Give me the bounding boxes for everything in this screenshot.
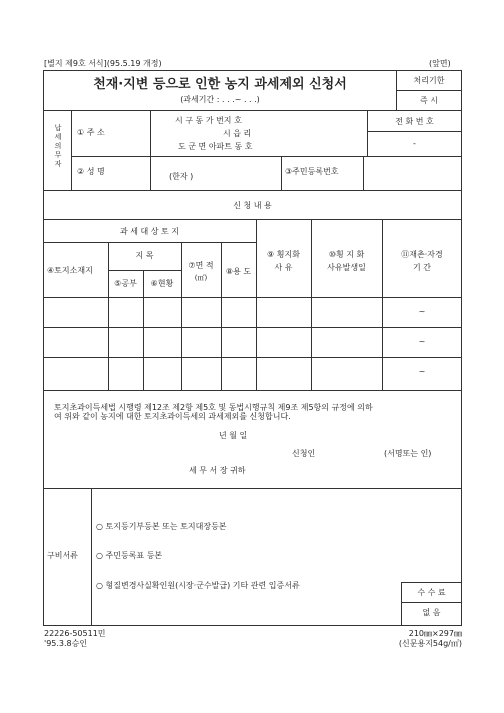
processing-value: 즉 시 — [420, 96, 438, 105]
period-range-1[interactable]: ~ — [418, 307, 426, 316]
area-header: ⑦면 적 — [188, 261, 214, 270]
taxpayer-label: 납 세 의 무 자 — [54, 124, 62, 168]
approval-date: '95.3.8승인 — [44, 639, 88, 648]
form-title: 천재·지변 등으로 인한 농지 과세제외 신청서 — [93, 77, 347, 92]
actual-category-header: ⑥현황 — [150, 279, 174, 288]
register-category-header: ⑤공부 — [114, 279, 137, 288]
phone-field[interactable]: - — [413, 139, 416, 148]
address-line-2[interactable]: 시 읍 리 — [223, 129, 252, 138]
period-range-2[interactable]: ~ — [418, 337, 426, 346]
paper-type: (신문용지54g/㎡) — [398, 639, 462, 648]
form-code: 22226-50511민 — [44, 629, 106, 638]
required-doc-3: ○ 형질변경사실확인원(시장·군수발급) 기타 관련 입증서류 — [96, 581, 300, 590]
form-number: [별지 제9호 서식](95.5.19 개정) — [44, 59, 162, 68]
page-side: (앞면) — [429, 59, 451, 68]
paper-size: 210㎜×297㎜ — [408, 629, 462, 638]
phone-label: 전 화 번 호 — [395, 117, 434, 126]
form-frame — [43, 70, 462, 626]
address-line-1[interactable]: 시 구 동 가 번지 호 — [175, 116, 242, 125]
required-docs-label: 구비서류 — [47, 551, 78, 560]
fallow-date-sub: 사유발생일 — [327, 263, 366, 272]
period-range-3[interactable]: ~ — [418, 367, 426, 376]
request-content-title: 신 청 내 용 — [233, 201, 272, 210]
address-line-3[interactable]: 도 군 면 아파트 동 호 — [178, 142, 253, 151]
statement-line-1: 토지초과이득세법 시행령 제12조 제2항 제5호 및 동법시행규칙 제9조 제5항의 규정에 의하 — [54, 403, 373, 412]
area-unit: (㎡) — [194, 274, 208, 282]
addressee: 세 무 서 장 귀하 — [189, 466, 246, 475]
land-category-header: 지 목 — [135, 251, 154, 260]
fee-value: 없 음 — [422, 608, 441, 617]
hanja-field[interactable]: (한자 ) — [169, 172, 194, 181]
applicant-sign-label: 신청인 — [292, 449, 316, 458]
land-location-header: ④토지소재지 — [47, 266, 93, 275]
fallow-reason-header: ⑨ 횡지화 — [267, 250, 300, 259]
signature-field[interactable]: (서명또는 인) — [384, 449, 432, 458]
usage-header: ⑧용 도 — [225, 267, 252, 276]
date-line[interactable]: 년 월 일 — [219, 431, 248, 440]
processing-label: 처리기한 — [413, 76, 445, 85]
fallow-date-header: ⑩횡 지 화 — [328, 250, 365, 259]
resident-number-label: ③주민등록번호 — [285, 167, 339, 176]
tax-period: (과세기간 : . . .~ . . .) — [180, 95, 260, 104]
required-doc-1: ○ 토지등기부등본 또는 토지대장등본 — [96, 522, 227, 531]
fallow-reason-sub: 사 유 — [274, 263, 293, 272]
required-doc-2: ○ 주민등록표 등본 — [96, 551, 163, 560]
statement-line-2: 여 위와 같이 농지에 대한 토지초과이득세의 과세제외를 신청합니다. — [54, 412, 291, 421]
residence-farming-header: ⑪재촌·자경 — [401, 250, 443, 259]
address-label: ① 주 소 — [77, 128, 105, 137]
taxable-land-header: 과 세 대 상 토 지 — [119, 227, 180, 236]
name-label: ② 성 명 — [77, 167, 105, 176]
fee-label: 수 수 료 — [417, 588, 446, 597]
residence-farming-sub: 기 간 — [413, 263, 431, 272]
